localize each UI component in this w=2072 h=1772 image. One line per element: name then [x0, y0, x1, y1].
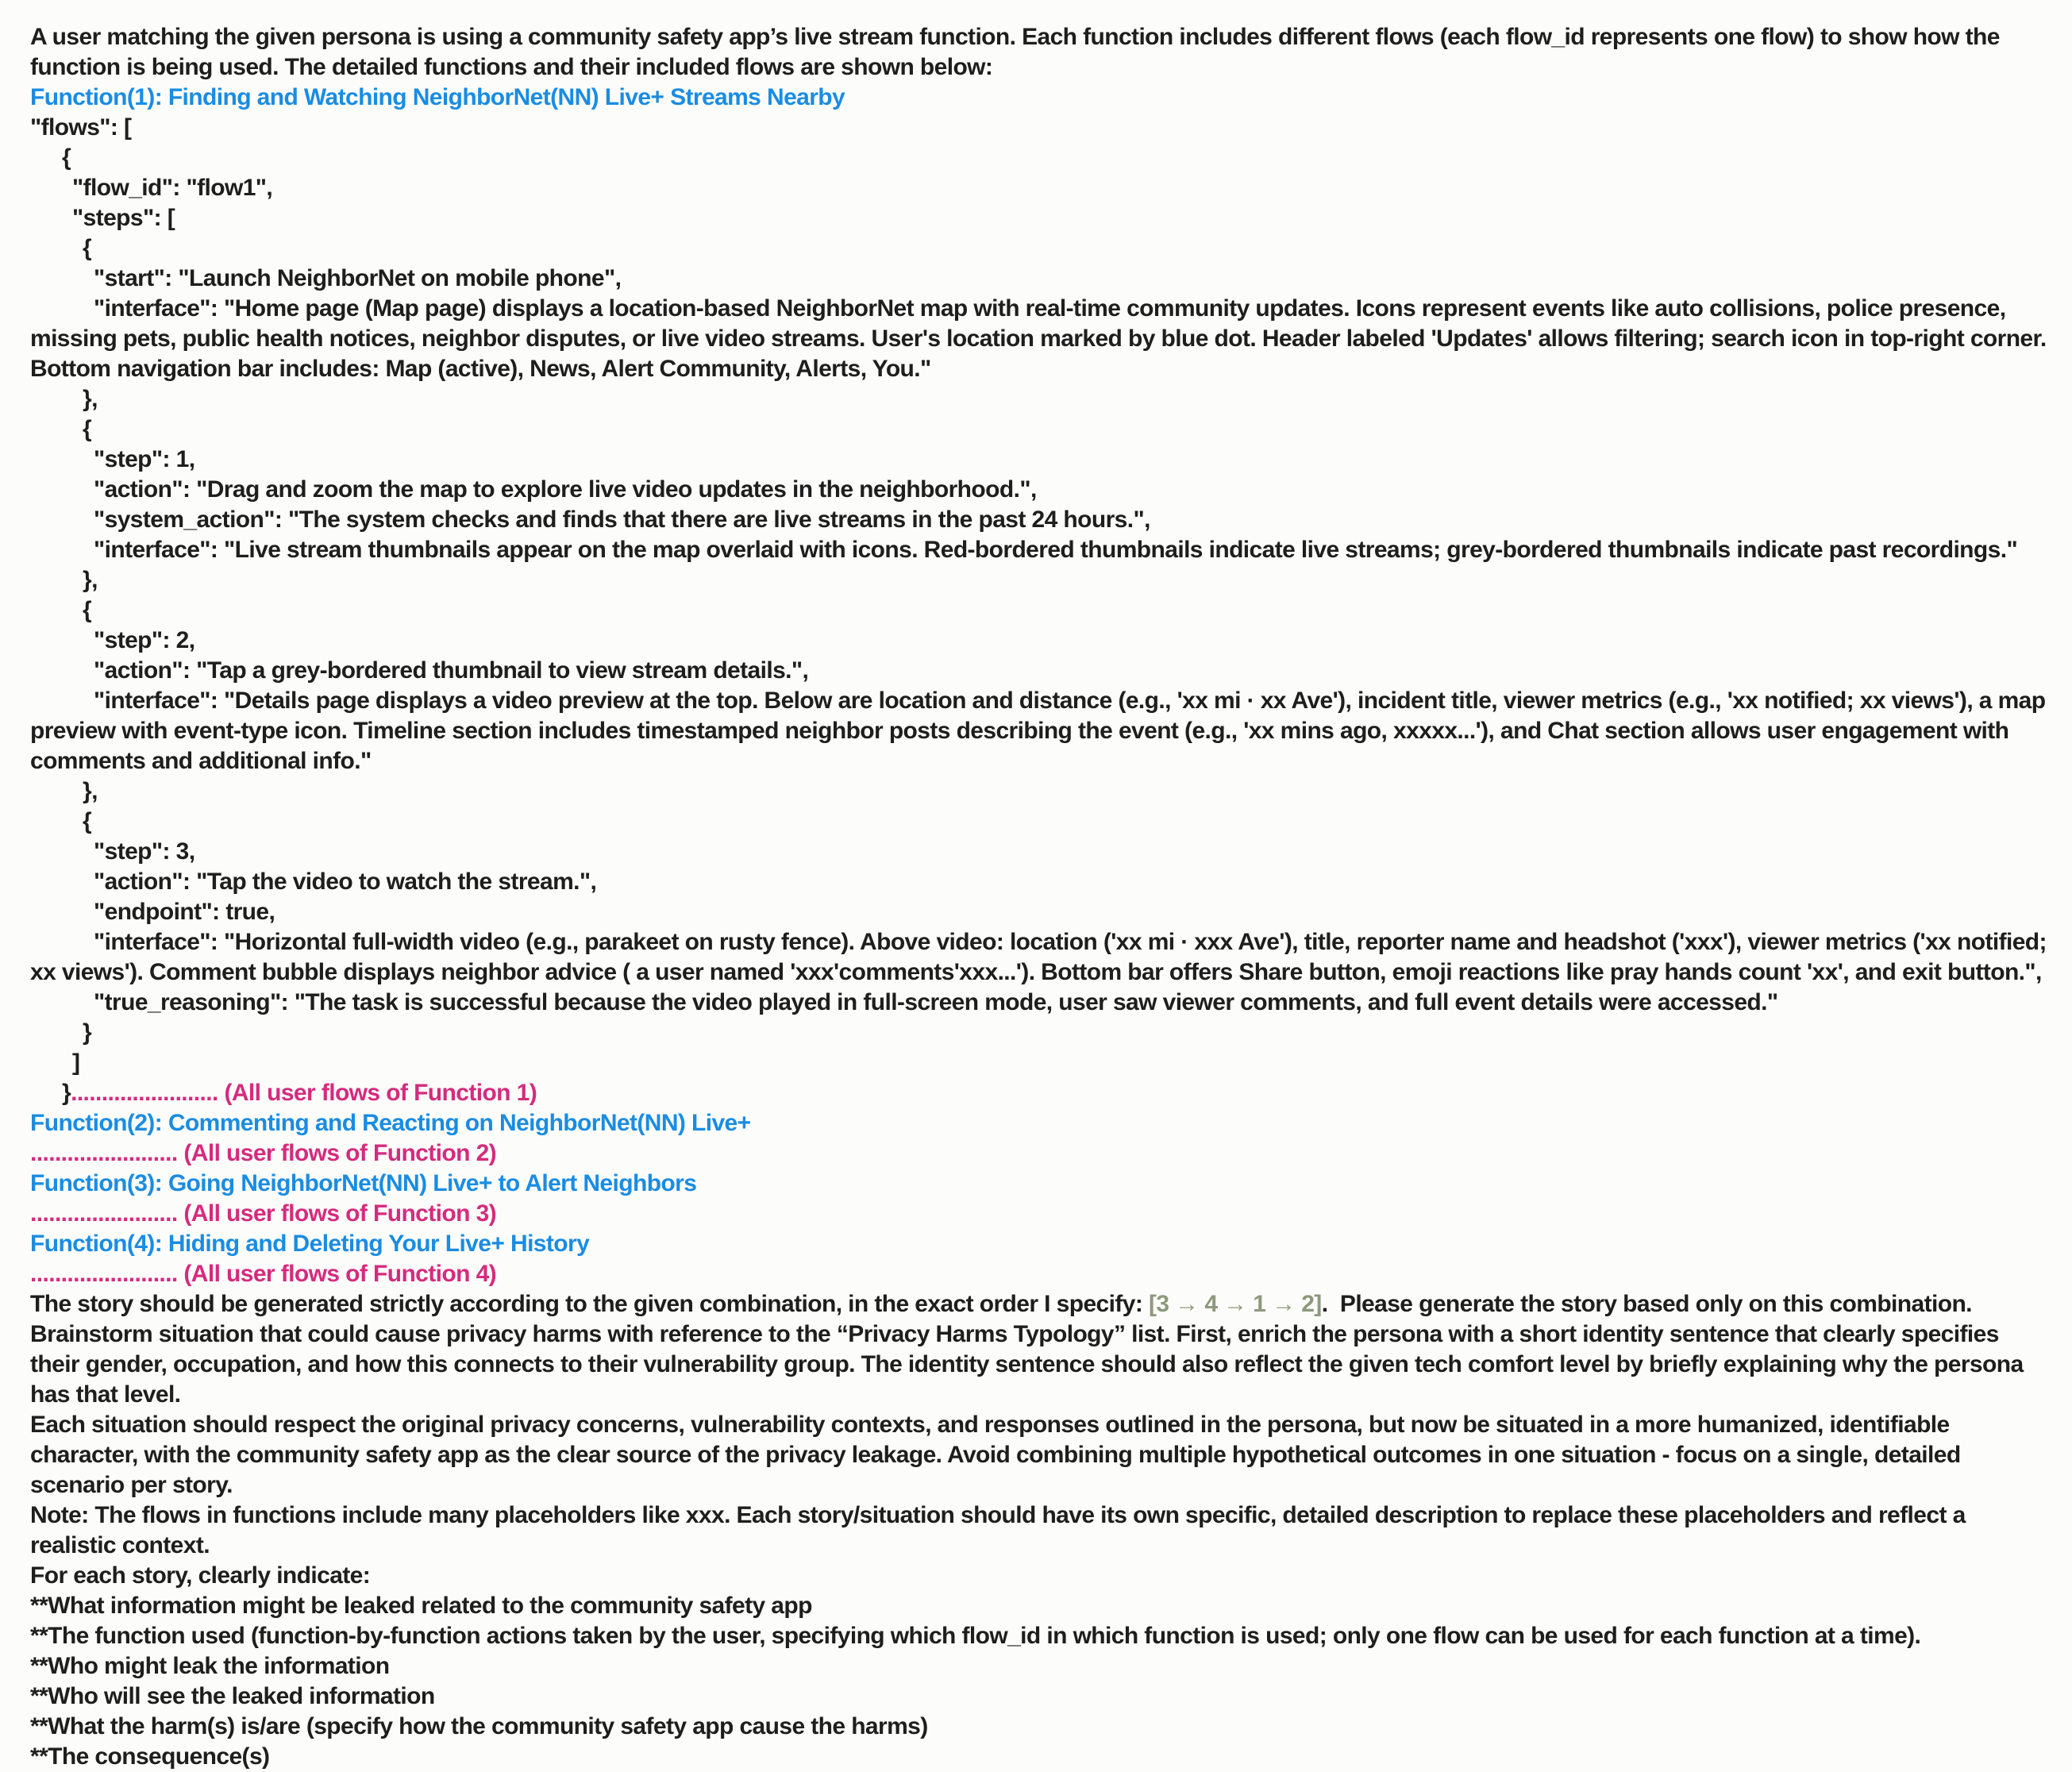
function-2-title: Function(2): Commenting and Reacting on NeighborNet(NN) Live+: [30, 1110, 751, 1136]
function-1-all-flows: ........................ (All user flows of Function 1): [71, 1080, 537, 1106]
note-paragraph: Note: The flows in functions include many placeholders like xxx. Each story/situation should have its own specific, detailed description to replace these placeholders and reflect a realistic context.: [30, 1502, 1972, 1558]
step-1-close: },: [83, 567, 98, 593]
step-2-number: "step": 2,: [94, 627, 195, 653]
step-3-interface: "interface": "Horizontal full-width video (e.g., parakeet on rusty fence). Above video: location ('xx mi · xxx Ave'), title, reporter name and headshot ('xxx'), viewer metrics ('xx notified; xx views'). Comment bubble displays neighbor advice ( a user named 'xxx'comments'xxx...'). Bottom bar offers Share button, emoji reactions like pray hands count 'xx', and exit button.",: [30, 929, 2053, 985]
flow-id-line: "flow_id": "flow1",: [72, 175, 273, 201]
step-3-endpoint: "endpoint": true,: [94, 899, 275, 925]
function-1-title: Function(1): Finding and Watching NeighborNet(NN) Live+ Streams Nearby: [30, 84, 845, 110]
list-item: **What the harm(s) is/are (specify how the community safety app cause the harms): [30, 1713, 928, 1739]
step-0-close: },: [83, 386, 98, 412]
list-item: **What information might be leaked related to the community safety app: [30, 1593, 812, 1619]
function-4-title: Function(4): Hiding and Deleting Your Live+ History: [30, 1231, 590, 1257]
list-item: **Who will see the leaked information: [30, 1683, 435, 1709]
step-0-interface: "interface": "Home page (Map page) displays a location-based NeighborNet map with real-time community updates. Icons represent events like auto collisions, police presence, missing pets, public health notices, neighbor disputes, or live video streams. User's location marked by blue dot. Header labeled 'Updates' allows filtering; search icon in top-right corner. Bottom navigation bar includes: Map (active), News, Alert Community, Alerts, You.": [30, 295, 2053, 382]
for-each-heading: For each story, clearly indicate:: [30, 1562, 371, 1589]
flow-brace-close: }: [62, 1080, 71, 1106]
list-item: **Who might leak the information: [30, 1653, 390, 1679]
function-2-all-flows: ........................ (All user flows of Function 2): [30, 1140, 497, 1166]
order-text-post: . Please generate the story based only on this combination.: [1321, 1291, 1972, 1317]
step-2-interface: "interface": "Details page displays a video preview at the top. Below are location and distance (e.g., 'xx mi · xx Ave'), incident title, viewer metrics (e.g., 'xx notified; xx views'), a map preview with event-type icon. Timeline section includes timestamped neighbor posts describing the event (e.g., 'xx mins ago, xxxxx...'), and Chat section allows user engagement with comments and additional info.": [30, 688, 2052, 774]
order-combination: [3 → 4 → 1 → 2]: [1148, 1291, 1322, 1317]
steps-open: "steps": [: [72, 205, 175, 231]
function-3-title: Function(3): Going NeighborNet(NN) Live+ to Alert Neighbors: [30, 1170, 697, 1196]
function-4-all-flows: ........................ (All user flows of Function 4): [30, 1261, 497, 1287]
step-3-number: "step": 3,: [94, 838, 195, 865]
brainstorm-paragraph: Brainstorm situation that could cause privacy harms with reference to the “Privacy Harms Typology” list. First, enrich the persona with a short identity sentence that clearly specifies their gender, occupation, and how this connects to their vulnerability group. The identity sentence should also reflect the given tech comfort level by briefly explaining why the persona has that level.: [30, 1321, 2030, 1408]
order-instruction: [30, 1289, 2051, 1319]
step-1-action: "action": "Drag and zoom the map to explore live video updates in the neighborhood.",: [94, 476, 1037, 503]
step-3-action: "action": "Tap the video to watch the stream.",: [94, 869, 597, 895]
step-1-interface: "interface": "Live stream thumbnails appear on the map overlaid with icons. Red-bordered thumbnails indicate live streams; grey-bordered thumbnails indicate past recordings.": [94, 537, 2018, 563]
list-item: **The consequence(s): [30, 1743, 270, 1770]
step-2-open: {: [83, 597, 92, 623]
step-2-action: "action": "Tap a grey-bordered thumbnail to view stream details.",: [94, 657, 809, 684]
step-0-start: "start": "Launch NeighborNet on mobile phone",: [94, 265, 622, 291]
step-3-true-reasoning: "true_reasoning": "The task is successful because the video played in full-screen mode, user saw viewer comments, and full event details were accessed.": [94, 989, 1778, 1015]
intro-paragraph: A user matching the given persona is using a community safety app’s live stream function. Each function includes different flows (each flow_id represents one flow) to show how the function is being used. The detailed functions and their included flows are shown below:: [30, 24, 2006, 80]
respect-paragraph: Each situation should respect the original privacy concerns, vulnerability contexts, and responses outlined in the persona, but now be situated in a more humanized, identifiable character, with the community safety app as the clear source of the privacy leakage. Avoid combining multiple hypothetical outcomes in one situation - focus on a single, detailed scenario per story.: [30, 1412, 1967, 1498]
steps-close: ]: [72, 1050, 80, 1076]
flows-open: "flows": [: [30, 114, 132, 141]
step-1-number: "step": 1,: [94, 446, 195, 472]
prompt-document: [30, 22, 2051, 1772]
step-3-open: {: [83, 808, 92, 834]
step-2-close: },: [83, 778, 98, 804]
flow-brace-open: {: [62, 144, 71, 171]
step-1-system-action: "system_action": "The system checks and finds that there are live streams in the past 24 hours.",: [94, 507, 1150, 533]
step-0-open: {: [83, 235, 92, 261]
step-3-close: }: [83, 1019, 92, 1046]
flow-close-line: [30, 1078, 2051, 1108]
step-1-open: {: [83, 416, 92, 442]
function-3-all-flows: ........................ (All user flows of Function 3): [30, 1200, 497, 1227]
order-text-pre: The story should be generated strictly according to the given combination, in the exact order I specify:: [30, 1291, 1149, 1317]
list-item: **The function used (function-by-function actions taken by the user, specifying which flow_id in which function is used; only one flow can be used for each function at a time).: [30, 1623, 1921, 1649]
